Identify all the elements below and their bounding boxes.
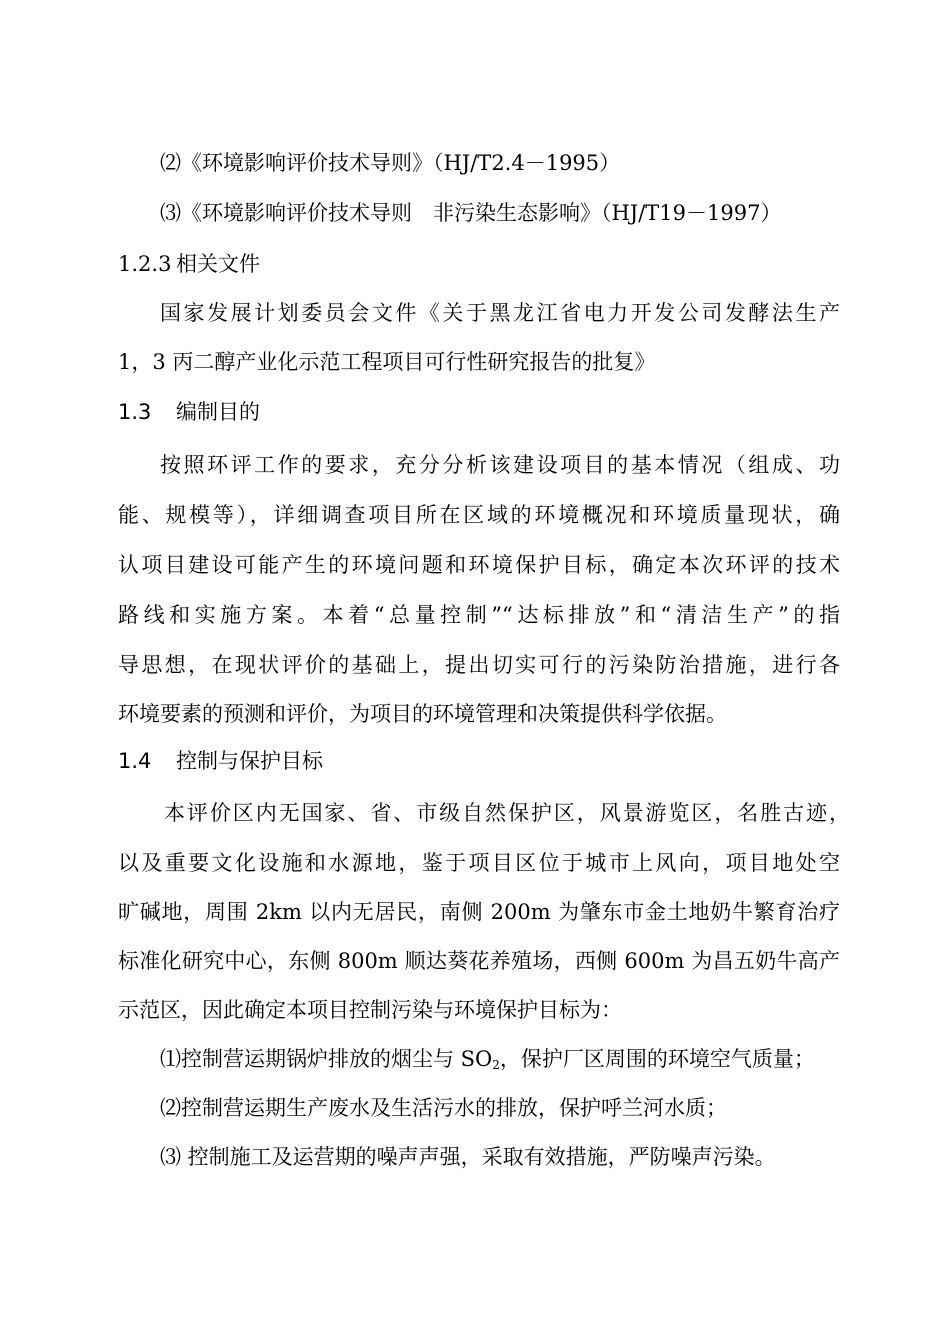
paragraph-line: 1，3 丙二醇产业化示范工程项目可行性研究报告的批复》	[118, 350, 656, 374]
paragraph-line: 标准化研究中心，东侧 800m 顺达葵花养殖场，西侧 600m 为昌五奶牛高产	[118, 949, 840, 973]
reference-item-2: ⑵《环境影响评价技术导则》（HJ/T2.4－1995）	[160, 151, 621, 175]
reference-item-3: ⑶《环境影响评价技术导则 非污染生态影响》（HJ/T19－1997）	[160, 201, 782, 225]
goal-item-3: ⑶ 控制施工及运营期的噪声声强，采取有效措施，严防噪声污染。	[160, 1145, 776, 1169]
paragraph-line: 示范区，因此确定本项目控制污染与环境保护目标为：	[118, 998, 622, 1022]
paragraph-line: 旷碱地，周围 2km 以内无居民，南侧 200m 为肇东市金土地奶牛繁育治疗	[118, 900, 840, 924]
so2-subscript: 2	[492, 1058, 500, 1072]
goal-item-2: ⑵控制营运期生产废水及生活污水的排放，保护呼兰河水质；	[160, 1096, 727, 1120]
section-1-4-heading	[118, 746, 840, 776]
section-number: 1.4	[118, 749, 152, 773]
paragraph-line: 能、规模等），详细调查项目所在区域的环境概况和环境质量现状，确	[118, 503, 840, 527]
section-number: 1.2.3	[118, 252, 172, 276]
section-1-3-heading	[118, 397, 840, 427]
paragraph-line: 以及重要文化设施和水源地，鉴于项目区位于城市上风向，项目地处空	[118, 851, 840, 875]
paragraph-line: 本评价区内无国家、省、市级自然保护区，风景游览区，名胜古迹，	[164, 801, 850, 825]
goal-item-1-suffix: ，保护厂区周围的环境空气质量；	[499, 1047, 815, 1071]
paragraph-line: 路线和实施方案。本着“总量控制”“达标排放”和“清洁生产”的指	[118, 603, 840, 627]
goal-item-1	[160, 1044, 850, 1074]
section-1-2-3-heading	[118, 249, 840, 279]
paragraph-line: 认项目建设可能产生的环境问题和环境保护目标，确定本次环评的技术	[118, 553, 840, 577]
paragraph-line: 国家发展计划委员会文件《关于黑龙江省电力开发公司发酵法生产	[160, 301, 840, 325]
section-number: 1.3	[118, 400, 152, 424]
paragraph-line: 环境要素的预测和评价，为项目的环境管理和决策提供科学依据。	[118, 702, 727, 726]
goal-item-1-prefix: ⑴控制营运期锅炉排放的烟尘与 SO	[160, 1047, 493, 1071]
section-title: 相关文件	[176, 252, 260, 276]
paragraph-line: 按照环评工作的要求，充分分析该建设项目的基本情况（组成、功	[160, 453, 840, 477]
section-title: 控制与保护目标	[176, 749, 323, 773]
paragraph-line: 导思想，在现状评价的基础上，提出切实可行的污染防治措施，进行各	[118, 653, 840, 677]
section-title: 编制目的	[176, 400, 260, 424]
